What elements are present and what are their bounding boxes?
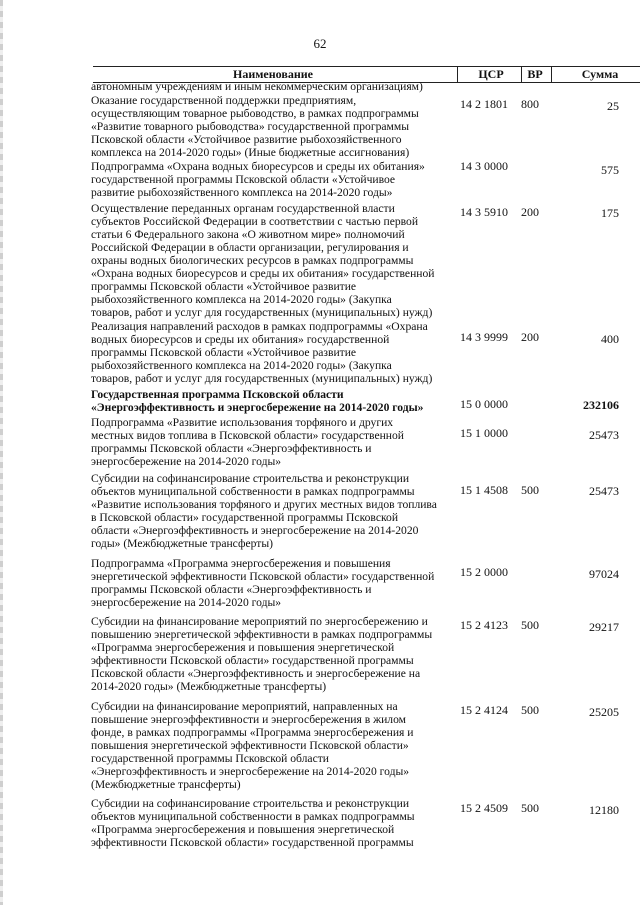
row-name: Субсидии на финансирование мероприятий по энергосбережению и повышению энергетической эффективности в рамках подпрограммы «Программа энергосбережения и повышения энергетической эффективности Псковской области» государственной программы Псковской области «Энергоэффективность и энергосбережение на 2014-2020 годы» (Межбюджетные трансферты) <box>91 615 433 693</box>
row-name: Субсидии на софинансирование строительства и реконструкции объектов муниципальной собственности в рамках подпрограммы «Развитие использования торфяного и других местных видов топлива в Псковской области» государственной программы Псковской области «Энергоэффективность и энергосбережение на 2014-2020 годы» (Межбюджетные трансферты) <box>91 472 437 550</box>
row-vr: 200 <box>521 330 539 344</box>
row-csr: 15 2 4124 <box>460 703 508 717</box>
row-csr: 15 2 4123 <box>460 618 508 632</box>
header-sum: Сумма <box>581 67 619 81</box>
row-sum: 25 <box>607 99 619 113</box>
row-sum: 575 <box>601 163 619 177</box>
page-number: 62 <box>313 36 327 51</box>
row-sum: 25205 <box>589 705 619 719</box>
row-vr: 800 <box>521 97 539 111</box>
row-name: Субсидии на финансирование мероприятий, направленных на повышение энергоэффективности и энергосбережения в жилом фонде, в рамках подпрограммы «Программа энергосбережения и повышения энергетической эффективности Псковской области» государственной программы Псковской области «Энергоэффективность и энергосбережение на 2014-2020 годы» (Межбюджетные трансферты) <box>91 700 414 791</box>
row-vr: 500 <box>521 703 539 717</box>
row-name: Государственная программа Псковской области «Энергоэффективность и энергосбережение на 2014-2020 годы» <box>91 388 424 414</box>
row-csr: 15 1 4508 <box>460 483 508 497</box>
row-name: Подпрограмма «Программа энергосбережения и повышения энергетической эффективности Псковской области» государственной программы Псковской области «Энергоэффективность и энергосбережение на 2014-2020 годы» <box>91 557 435 609</box>
scan-edge <box>0 0 3 905</box>
row-vr: 500 <box>521 483 539 497</box>
row-name: Реализация направлений расходов в рамках подпрограммы «Охрана водных биоресурсов и среды их обитания» государственной программы Псковской области «Устойчивое развитие рыбохозяйственного комплекса на 2014-2020 годы» (Закупка товаров, работ и услуг для государственных (муниципальных) нужд) <box>91 320 433 385</box>
row-sum: 97024 <box>589 567 619 581</box>
row-sum: 12180 <box>589 803 619 817</box>
row-sum: 400 <box>601 332 619 346</box>
row-name: автономным учреждениям и иным некоммерческим организациям) <box>91 80 423 93</box>
header-divider <box>551 67 552 82</box>
header-vr: ВР <box>527 67 543 81</box>
header-csr: ЦСР <box>478 67 504 81</box>
row-name: Субсидии на софинансирование строительства и реконструкции объектов муниципальной собственности в рамках подпрограммы «Программа энергосбережения и повышения энергетической эффективности Псковской области» государственной программы <box>91 797 415 849</box>
header-name: Наименование <box>233 67 313 81</box>
row-csr: 14 3 9999 <box>460 330 508 344</box>
row-csr: 15 2 0000 <box>460 565 508 579</box>
row-vr: 200 <box>521 205 539 219</box>
row-sum: 29217 <box>589 620 619 634</box>
row-csr: 15 1 0000 <box>460 426 508 440</box>
row-vr: 500 <box>521 618 539 632</box>
row-csr: 14 3 0000 <box>460 159 508 173</box>
row-sum: 232106 <box>583 398 619 412</box>
row-csr: 15 2 4509 <box>460 801 508 815</box>
row-sum: 175 <box>601 206 619 220</box>
row-name: Оказание государственной поддержки предприятиям, осуществляющим товарное рыбоводство, в рамках подпрограммы «Развитие товарного рыбоводства» государственной программы Псковской области «Устойчивое развитие рыбохозяйственного комплекса на 2014-2020 годы» (Иные бюджетные ассигнования) <box>91 94 419 159</box>
header-divider <box>457 67 458 82</box>
row-name: Подпрограмма «Охрана водных биоресурсов и среды их обитания» государственной программы Псковской области «Устойчивое развитие рыбохозяйственного комплекса на 2014-2020 годы» <box>91 160 425 199</box>
row-sum: 25473 <box>589 428 619 442</box>
row-name: Осуществление переданных органам государственной власти субъектов Российской Федерации в соответствии с частью первой статьи 6 Федерального закона «О животном мире» полномочий Российской Федерации в области организации, регулирования и охраны водных биологических ресурсов в рамках подпрограммы «Охрана водных биоресурсов и среды их обитания» государственной программы Псковской области «Устойчивое развитие рыбохозяйственного комплекса на 2014-2020 годы» (Закупка товаров, работ и услуг для государственных (муниципальных) нужд) <box>91 202 435 319</box>
row-sum: 25473 <box>589 484 619 498</box>
row-csr: 15 0 0000 <box>460 397 508 411</box>
row-name: Подпрограмма «Развитие использования торфяного и других местных видов топлива в Псковской области» государственной программы Псковской области «Энергоэффективность и энергосбережение на 2014-2020 годы» <box>91 416 404 468</box>
row-csr: 14 2 1801 <box>460 97 508 111</box>
row-csr: 14 3 5910 <box>460 205 508 219</box>
row-vr: 500 <box>521 801 539 815</box>
